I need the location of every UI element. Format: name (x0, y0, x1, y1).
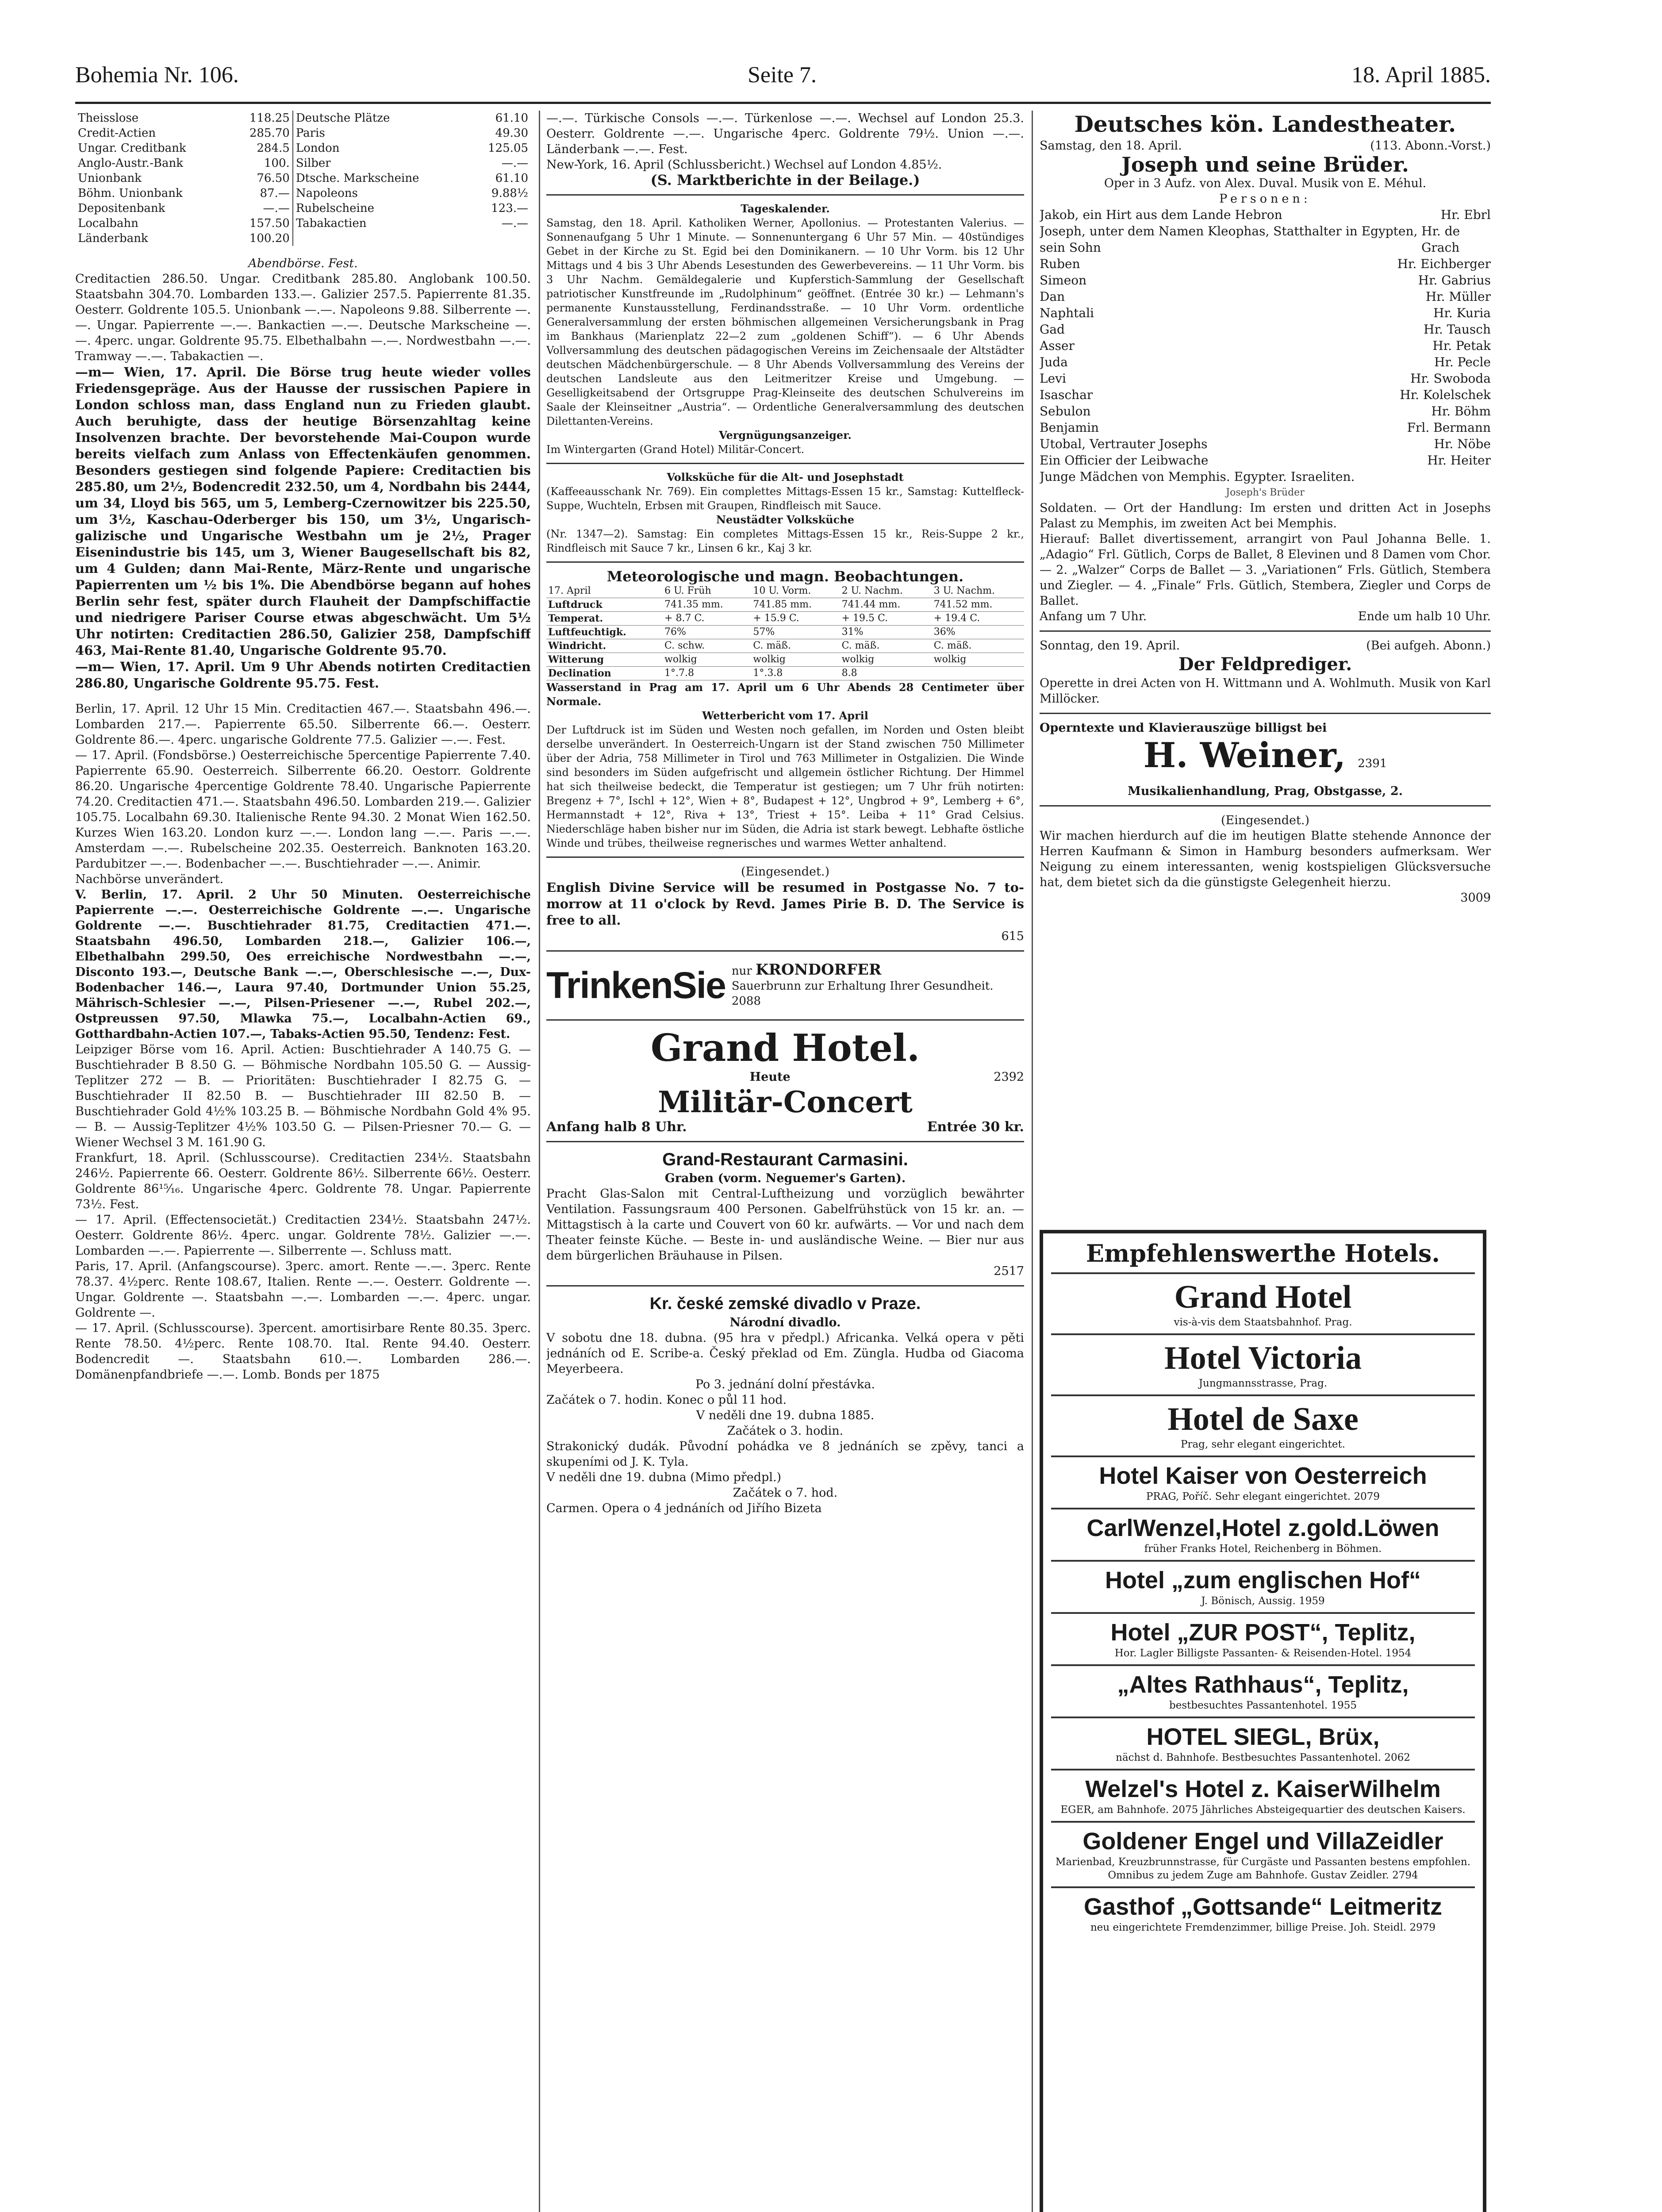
paris-report: Paris, 17. April. (Anfangscourse). 3perc. amort. Rente —.—. 3perc. Rente 78.37. 4½perc. Rente 108.67, Italien. Rente —.—. Oesterr. Goldrente —. Ungar. Goldrente —. Staatsbahn —.—. Lombarden —.—. 4perc. ungar. Goldrente —. (75, 1260, 531, 1320)
theatre-abonnement: (113. Abonn.-Vorst.) (1370, 139, 1491, 153)
stock-name: Paris (296, 127, 325, 140)
newspaper-page (75, 53, 1491, 2212)
hotel-subtitle: bestbesuchtes Passantenhotel. 1955 (1169, 1700, 1357, 1711)
header-issue: Bohemia Nr. 106. (75, 62, 239, 88)
stock-value: —.— (501, 157, 528, 170)
weiner-ad (1040, 736, 1491, 783)
sunday-date: Sonntag, den 19. April. (1040, 639, 1180, 653)
weather-cell: + 8.7 C. (663, 612, 751, 626)
cast-actor: Hr. Ebrl (1440, 207, 1491, 222)
weather-row (546, 598, 1024, 612)
frankfurt-report: Frankfurt, 18. April. (Schlusscourse). Creditactien 234½. Staatsbahn 246½. Papierrente 66. Oesterr. Goldrente 86½. Silberrente 66½. Oesterr. Goldrente 86¹⁵⁄₁₆. Ungarische 4perc. Goldrente 78. Ungar. Papierrente 73½. Fest. (75, 1151, 531, 1211)
stock-name: Dtsche. Markscheine (296, 172, 419, 185)
hotel-directory (1040, 1230, 1486, 2212)
theatre-date: Samstag, den 18. April. (1040, 139, 1182, 153)
stock-row (75, 141, 531, 156)
cast-role: Benjamin (1040, 420, 1099, 435)
cast-actor: Hr. Heiter (1427, 453, 1491, 468)
cast-role: Sebulon (1040, 404, 1091, 419)
exchange-continued: —.—. Türkische Consols —.—. Türkenlose —.—. Wechsel auf London 25.3. Oesterr. Goldrente —.—. Ungarische 4perc. Goldrente 79½. Union —.—. Länderbank —.—. Fest. (546, 111, 1024, 156)
carmasini-sub: Graben (vorm. Neguemer's Garten). (664, 1171, 906, 1185)
stock-value: 118.25 (230, 111, 293, 126)
theatre-start: Anfang um 7 Uhr. (1040, 610, 1147, 623)
cast-list (1040, 207, 1491, 485)
stock-name: Ungar. Creditbank (78, 142, 186, 155)
wetterbericht-title: Wetterbericht vom 17. April (702, 709, 868, 722)
weather-cell: 741.52 mm. (932, 598, 1024, 612)
cast-row (1040, 469, 1491, 485)
hotel-subtitle: J. Bönisch, Aussig. 1959 (1201, 1595, 1325, 1607)
hotel-name: Hotel „zum englischen Hof“ (1105, 1567, 1421, 1594)
krondorfer-brand: KRONDORFER (756, 961, 882, 979)
stock-name: Tabakactien (296, 217, 367, 230)
weather-cell: C. mäß. (932, 639, 1024, 653)
cast-role: Simeon (1040, 273, 1087, 288)
militaer-concert: Militär-Concert (658, 1085, 913, 1119)
meteo-title: Meteorologische und magn. Beobachtungen. (606, 568, 964, 585)
english-service-notice: English Divine Service will be resumed in Postgasse No. 7 to-morrow at 11 o'clock by Revd. James Pirie B. D. The Service is free to all. (546, 880, 1024, 928)
czech-program-7: V neděli dne 19. dubna (Mimo předpl.) (546, 1471, 782, 1484)
hotel-subtitle: Prag, sehr elegant eingerichtet. (1180, 1439, 1345, 1450)
cast-row (1040, 207, 1491, 223)
column-finance (75, 111, 531, 2212)
cast-row (1040, 256, 1491, 272)
czech-program-9: Carmen. Opera o 4 jednáních od Jiřího Bizeta (546, 1502, 822, 1515)
weiner-top: Operntexte und Klavierauszüge billigst bei (1040, 721, 1327, 735)
theatre-date-line (1040, 138, 1491, 154)
stock-row (75, 231, 531, 246)
cast-actor: Hr. Eichberger (1397, 257, 1491, 271)
wien-report-1: —m— Wien, 17. April. Die Börse trug heute wieder volles Friedensgepräge. Aus der Hausse der russischen Papiere in London schloss man, dass England nun zu Frieden glaubt. Auch beruhigte, dass der heutige Börsenzahltag keine Insolvenzen brachte. Der bevorstehende Mai-Coupon wurde bereits vielfach zum Anlass von Effectenkäufen genommen. Besonders gestiegen sind folgende Papiere: Creditactien bis 285.80, um 2½, Bodencredit 232.50, um 4, Nordbahn bis 2444, um 34, Lloyd bis 565, um 5, Lemberg-Czernowitzer bis 225.50, um 3½, Kaschau-Oderberger bis 150, um 3½, Ungarisch-galizische und Ungarische Westbahn um je 2½, Prager Eisenindustrie bis 145, um 3, Wiener Baugesellschaft bis 82, um 4 Gulden; dann Mai-Rente, März-Rente und ungarische Papierrenten um ½ bis 1%. Die Abendbörse begann auf hohes Berlin sehr fest, später durch Flauheit der Dampfschiffactie und niedrigere Pariser Course etwas abgeschwächt. Um 5½ Uhr notirten: Creditactien 286.50, Galizier 258, Dampfschiff 463, Mai-Rente 81.40, Ungarische Goldrente 95.70. (75, 365, 531, 658)
play-title: Joseph und seine Brüder. (1121, 153, 1409, 177)
column-divider (1032, 111, 1033, 2212)
krondorfer-details (732, 962, 1024, 1009)
weather-table (546, 584, 1024, 680)
cast-role: Gad (1040, 322, 1065, 337)
krondorfer-ad (546, 958, 1024, 1013)
concert-times (546, 1119, 1024, 1135)
cast-row (1040, 419, 1491, 436)
weather-cell: Windricht. (546, 639, 663, 653)
weather-cell: wolkig (840, 653, 932, 667)
stock-name: Napoleons (296, 187, 358, 200)
stock-name: Deutsche Plätze (296, 111, 390, 125)
theatre-title: Deutsches kön. Landestheater. (1074, 111, 1456, 137)
hotel-name: Hotel „ZUR POST“, Teplitz, (1110, 1619, 1416, 1646)
czech-program-3: Začátek o 7. hodin. Konec o půl 11 hod. (546, 1393, 787, 1407)
weather-cell: + 15.9 C. (751, 612, 840, 626)
hotel-name: Welzel's Hotel z. KaiserWilhelm (1085, 1776, 1441, 1802)
volkskueche-2-title: Neustädter Volksküche (716, 513, 855, 526)
weather-cell: 31% (840, 626, 932, 639)
weather-header-cell: 2 U. Nachm. (840, 584, 932, 598)
czech-program-1: V sobotu dne 18. dubna. (95 hra v předpl.) Africanka. Velká opera v pěti jednáních od E. Scribe-a. Český překlad od Em. Züngla. Hudba od Giacoma Meyerbeera. (546, 1331, 1024, 1376)
english-service-number: 615 (1001, 929, 1024, 943)
weather-cell: + 19.4 C. (932, 612, 1024, 626)
stock-value: 49.30 (495, 127, 528, 140)
hotel-name: Hotel Kaiser von Oesterreich (1099, 1463, 1427, 1489)
ballet-text: Hierauf: Ballet divertissement, arrangirt von Paul Johanna Belle. 1. „Adagio“ Frl. Gütlich, Corps de Ballet, 8 Elevinen und 8 Damen vom Chor. — 2. „Walzer“ Corps de Ballet — 3. „Variationen“ Frls. Gütlich, Stembera und Ziegler. — 4. „Finale“ Frls. Gütlich, Stembera, Ziegler und Corps de Ballet. (1040, 532, 1491, 608)
cast-row (1040, 403, 1491, 419)
cast-actor: Hr. Böhm (1431, 404, 1491, 419)
cast-actor: Hr. Kolelschek (1400, 388, 1491, 402)
hotel-name: Grand Hotel (1174, 1279, 1352, 1315)
weiner-number: 2391 (1358, 757, 1387, 770)
stock-name: Depositenbank (78, 202, 165, 215)
cast-actor: Hr. Pecle (1434, 355, 1491, 369)
heute-label: Heute (749, 1070, 791, 1084)
weather-cell: 741.35 mm. (663, 598, 751, 612)
cast-actor: Hr. Gabrius (1418, 273, 1491, 288)
krondorfer-headline: TrinkenSie (546, 964, 725, 1006)
berlin-report-2: — 17. April. (Fondsbörse.) Oesterreichische 5percentige Papierrente 7.40. Papierrente 65.90. Oesterreich. Silberrente 66.20. Oestorr. Goldrente 86.20. Ungarische 4percentige Goldrente 78.40. Ungarische Papierrente 74.20. Creditactien 471.—. Staatsbahn 496.50. Lombarden 219.—. Galizier 105.75. Localbahn 69.30. Italienische Rente 94.30. 2 Monat Wien 162.50. Kurzes Wien 163.20. London kurz —.—. London lang —.—. Paris —.—. Amsterdam —.—. Rubelscheine 202.35. Oesterreich. Banknoten 163.20. Pardubitzer —.—. Bodenbacher —.—. Buschtiehrader —.—. Animir. (75, 749, 531, 871)
personen-label: Personen: (1219, 192, 1311, 206)
weather-cell: 741.85 mm. (751, 598, 840, 612)
stock-name: Länderbank (78, 232, 148, 245)
stock-value: 87.— (230, 186, 293, 201)
hotel-subtitle: neu eingerichtete Fremdenzimmer, billige Preise. Joh. Steidl. 2979 (1090, 1922, 1436, 1933)
cast-role: Joseph, unter dem Namen Kleophas, Statthalter in Egypten, sein Sohn (1040, 224, 1418, 255)
stock-value: 100. (230, 156, 293, 171)
cast-actor: Frl. Bermann (1407, 420, 1491, 435)
hotel-name: HOTEL SIEGL, Brüx, (1146, 1724, 1380, 1750)
weather-cell: 8.8 (840, 667, 932, 680)
eingesendet-text: Wir machen hierdurch auf die im heutigen Blatte stehende Annonce der Herren Kaufmann & Simon in Hamburg besonders aufmerksam. Wer Neigung zu einem interessanten, wenig kostspieligen Glücksversuche hat, dem bietet sich da die günstigste Gelegenheit hierzu. (1040, 829, 1491, 889)
cast-row (1040, 338, 1491, 354)
stock-value: 125.05 (488, 142, 528, 155)
abendboerse-text: Creditactien 286.50. Ungar. Creditbank 285.80. Anglobank 100.50. Staatsbahn 304.70. Lombarden 133.—. Galizier 257.5. Papierrente 81.35. Oesterr. Goldrente 105.5. Unionbank —.—. Napoleons 9.88. Silberrente —.—. Ungar. Papierrente —.—. Bankactien —.—. Deutsche Markscheine —.—. 4perc. ungar. Goldrente 95.75. Elbethalbahn —.—. Nordwestbahn —.—. Tramway —.—. Tabakactien —. (75, 272, 531, 363)
stock-value: 61.10 (495, 111, 528, 125)
tageskalender-title: Tageskalender. (741, 202, 830, 215)
frankfurt-report-2: — 17. April. (Effectensocietät.) Creditactien 234½. Staatsbahn 247½. Oesterr. Goldrente 86½. 4perc. ungar. Goldrente 78½. Galizier —.—. Lombarden —.—. Papierrente —. Silberrente —. Schluss matt. (75, 1213, 531, 1258)
marktbericht-note: (S. Marktberichte in der Beilage.) (650, 172, 920, 188)
weather-cell: C. mäß. (751, 639, 840, 653)
stock-name: Rubelscheine (296, 202, 374, 215)
feldprediger-sub: Operette in drei Acten von H. Wittmann und A. Wohlmuth. Musik von Karl Millöcker. (1040, 676, 1491, 706)
cast-role: Asser (1040, 338, 1075, 353)
concert-entree: Entrée 30 kr. (927, 1119, 1024, 1135)
weiner-sub: Musikalienhandlung, Prag, Obstgasse, 2. (1127, 784, 1403, 798)
weather-cell: 741.44 mm. (840, 598, 932, 612)
cast-role: Isaschar (1040, 388, 1093, 402)
volkskueche-2-text: (Nr. 1347—2). Samstag: Ein completes Mittags-Essen 15 kr., Reis-Suppe 2 kr., Rindfleisch mit Sauce 7 kr., Linsen 6 kr., Kaj 3 kr. (546, 528, 1024, 554)
column-divider (539, 111, 540, 2212)
stock-value: 123.— (491, 202, 528, 215)
krondorfer-sub: Sauerbrunn zur Erhaltung Ihrer Gesundheit. (731, 979, 994, 993)
vergnuegung-text: Im Wintergarten (Grand Hotel) Militär-Concert. (546, 443, 805, 456)
cast-role: Ruben (1040, 257, 1080, 271)
cast-row (1040, 272, 1491, 288)
berlin-nachboerse: Nachbörse unverändert. (75, 872, 224, 886)
weather-cell: + 19.5 C. (840, 612, 932, 626)
czech-theatre-sub: Národní divadlo. (729, 1316, 841, 1329)
stock-row (75, 126, 531, 141)
stock-name: Böhm. Unionbank (78, 187, 183, 200)
grand-hotel-ad-number: 2392 (994, 1070, 1024, 1084)
cast-role: Junge Mädchen von Memphis. Egypter. Israeliten. (1040, 469, 1355, 484)
stock-row (75, 171, 531, 186)
cast-row (1040, 223, 1491, 256)
cast-role: Ein Officier der Leibwache (1040, 453, 1209, 468)
theatre-end: Ende um halb 10 Uhr. (1358, 610, 1491, 623)
stock-table (75, 111, 531, 246)
czech-theatre-title: Kr. české zemské divadlo v Praze. (649, 1294, 921, 1313)
stock-row (75, 111, 531, 126)
header-page-number: Seite 7. (748, 62, 817, 88)
hotel-name: „Altes Rathhaus“, Teplitz, (1117, 1671, 1409, 1698)
carmasini-number: 2517 (994, 1264, 1024, 1278)
weather-row (546, 639, 1024, 653)
stock-value: —.— (230, 201, 293, 216)
wasserstand: Wasserstand in Prag am 17. April um 6 Uhr Abends 28 Centimeter über Normale. (546, 681, 1024, 708)
cast-actor: Hr. Petak (1432, 338, 1491, 353)
weather-cell: wolkig (751, 653, 840, 667)
cast-row (1040, 354, 1491, 370)
wien-report-2: —m— Wien, 17. April. Um 9 Uhr Abends notirten Creditactien 286.80, Ungarische Goldrente 95.75. Fest. (75, 659, 531, 691)
newyork-report: New-York, 16. April (Schlussbericht.) Wechsel auf London 4.85½. (546, 158, 942, 172)
weather-cell: C. schw. (663, 639, 751, 653)
stock-value: 285.70 (230, 126, 293, 141)
cast-row (1040, 305, 1491, 321)
cast-actor: Hr. Swoboda (1410, 371, 1491, 386)
stock-name: Silber (296, 157, 331, 170)
weather-cell: wolkig (932, 653, 1024, 667)
czech-program-5: Začátek o 3. hodin. (727, 1424, 844, 1438)
stock-name: Localbahn (78, 217, 138, 230)
weiner-name: H. Weiner, (1143, 735, 1346, 776)
weather-cell: C. mäß. (840, 639, 932, 653)
weather-cell: 36% (932, 626, 1024, 639)
cast-row (1040, 387, 1491, 403)
weather-cell: 1°.7.8 (663, 667, 751, 680)
hotel-entry (1051, 1335, 1475, 1396)
hotel-name: CarlWenzel,Hotel z.gold.Löwen (1086, 1515, 1439, 1541)
leipzig-report: Leipziger Börse vom 16. April. Actien: Buschtiehrader A 140.75 G. — Buschtiehrader B 8.50 G. — Böhmische Nordbahn 105.50 G. — Aussig-Teplitzer 272 — B. — Prioritäten: Buschtiehrader I 82.75 G. — Buschtiehrader II 82.50 B. — Buschtiehrader III 82.50 B. — Buschtiehrader Gold 4½% 103.25 B. — Böhmische Nordbahn Gold 4% 95.— B. — Aussig-Teplitzer 4½% 103.50 G. — Pilsen-Priesner 70.— G. — Wiener Wechsel 3 M. 161.90 G. (75, 1043, 531, 1149)
stock-name: London (296, 142, 340, 155)
stock-name: Anglo-Austr.-Bank (78, 157, 183, 170)
czech-program-4: V neděli dne 19. dubna 1885. (696, 1409, 875, 1422)
stock-value: 157.50 (230, 216, 293, 231)
hotel-entry (1051, 1614, 1475, 1666)
cast-brothers-label: Joseph's Brüder (1226, 487, 1305, 498)
header-date: 18. April 1885. (1351, 62, 1491, 88)
weather-cell: 1°.3.8 (751, 667, 840, 680)
weather-cell: Luftfeuchtigk. (546, 626, 663, 639)
weather-cell: Declination (546, 667, 663, 680)
hotel-entry (1051, 1274, 1475, 1335)
cast-role: Jakob, ein Hirt aus dem Lande Hebron (1040, 207, 1282, 222)
berlin-report-3: V. Berlin, 17. April. 2 Uhr 50 Minuten. Oesterreichische Papierrente —.—. Oesterreichische Goldrente —.—. Ungarische Goldrente —.—. Buschtiehrader 81.75, Creditactien 471.—. Staatsbahn 496.50, Lombarden 218.—, Galizier 106.—, Elbethalbahn 299.50, Oes erreichische Nordwestbahn —.—, Disconto 193.—, Deutsche Bank —.—, Oberschlesische —.—, Dux-Bodenbacher 146.—, Laura 97.40, Dortmunder Union 55.25, Mährisch-Schlesier —.—, Pilsen-Priesener —.—, Rubel 202.—, Ostpreussen 97.50, Mlawka 75.—, Localbahn-Actien 69., Gotthardbahn-Actien 107.—, Tabaks-Actien 95.50, Tendenz: Fest. (75, 888, 531, 1041)
stock-name: Unionbank (78, 172, 142, 185)
weather-row (546, 626, 1024, 639)
cast-row (1040, 370, 1491, 387)
header-rule (75, 102, 1491, 104)
weather-row (546, 612, 1024, 626)
stock-row (75, 216, 531, 231)
hotel-entry (1051, 1823, 1475, 1888)
cast-row (1040, 321, 1491, 338)
stock-value: 76.50 (230, 171, 293, 186)
stock-value: 61.10 (495, 172, 528, 185)
hotel-subtitle: früher Franks Hotel, Reichenberg in Böhmen. (1144, 1543, 1382, 1555)
cast-row (1040, 452, 1491, 469)
weather-header-cell: 17. April (546, 584, 663, 598)
cast-role: Utobal, Vertrauter Josephs (1040, 437, 1208, 451)
hotel-entry (1051, 1396, 1475, 1457)
concert-start: Anfang halb 8 Uhr. (546, 1119, 687, 1135)
stock-value: 100.20 (230, 231, 293, 246)
cast-role: Levi (1040, 371, 1066, 386)
krondorfer-nur: nur (731, 964, 752, 978)
cast-role: Dan (1040, 289, 1065, 304)
stock-value: —.— (501, 217, 528, 230)
hotel-subtitle: Marienbad, Kreuzbrunnstrasse, für Curgäste und Passanten bestens empfohlen. Omnibus zu jedem Zuge am Bahnhofe. Gustav Zeidler. 2794 (1056, 1856, 1470, 1881)
cast-actor: Hr. Kuria (1433, 306, 1491, 320)
weather-row (546, 667, 1024, 680)
cast-actor: Hr. de Grach (1421, 224, 1460, 255)
hotel-entry (1051, 1457, 1475, 1509)
eingesendet-number: 3009 (1460, 891, 1491, 905)
weather-header-cell: 6 U. Früh (663, 584, 751, 598)
czech-program-6: Strakonický dudák. Původní pohádka ve 8 jednáních se zpěvy, tanci a skupeními od J. K. Tyla. (546, 1440, 1024, 1469)
tageskalender-text: Samstag, den 18. April. Katholiken Werner, Apollonius. — Protestanten Valerius. — Sonnenaufgang 5 Uhr 1 Minute. — Sonnenuntergang 6 Uhr 57 Min. — 40stündiges Gebet in der Kirche zu St. Egid bei den Dominikanern. — 10 Uhr Vorm. bis 12 Uhr Mittags und 4 bis 3 Uhr Abends Lesestunden des Gewerbevereins. — 11 Uhr Vorm. bis 3 Uhr Nachm. Gemäldegalerie und Kupferstich-Sammlung der Gesellschaft patriotischer Kunstfreunde im „Rudolphinum“ geöffnet. (Entrée 30 kr.) — Lehmann's permanente Kunstausstellung, Ferdinandsstraße. — 10 Uhr Vorm. ordentliche Generalversammlung der ersten böhmischen allgemeinen Versicherungsbank in Prag im Bankhaus (Marienplatz 22—2 zum „goldenen Schiff“). — 6 Uhr Abends Vollversammlung des deutschen pädagogischen Vereins im Zeichensaale der Altstädter deutschen Mädchenbürgerschule. — 8 Uhr Abends Vollversammlung des Vereins der deutschen Landsleute aus den Leitmeritzer Kreise und Umgebung. — Geselligkeitsabend der Ortsgruppe Prag-Kleinseite des deutschen Schulvereins im Saale der Kleinseitner „Austria“. — Ordentliche Generalversammlung des deutschen Dilettanten-Vereins. (546, 217, 1024, 427)
hotel-entry (1051, 1770, 1475, 1823)
column-theatre (1040, 111, 1491, 2212)
hotel-name: Hotel Victoria (1164, 1340, 1362, 1376)
stock-row (75, 156, 531, 171)
sunday-abonnement: (Bei aufgeh. Abonn.) (1366, 639, 1491, 653)
czech-program-2: Po 3. jednání dolní přestávka. (695, 1378, 875, 1391)
cast-note: Soldaten. — Ort der Handlung: Im ersten und dritten Act in Josephs Palast zu Memphis, im zweiten Act bei Memphis. (1040, 501, 1491, 530)
weather-cell: 76% (663, 626, 751, 639)
stock-name (293, 231, 469, 246)
weather-cell (932, 667, 1024, 680)
cast-actor: Hr. Tausch (1424, 322, 1491, 337)
cast-actor: Hr. Nöbe (1434, 437, 1491, 451)
hotel-subtitle: vis-à-vis dem Staatsbahnhof. Prag. (1174, 1317, 1352, 1328)
hotel-name: Hotel de Saxe (1167, 1401, 1359, 1437)
grand-hotel-heute (546, 1069, 1024, 1085)
cast-role: Naphtali (1040, 306, 1094, 320)
stock-value: 9.88½ (491, 187, 528, 200)
cast-actor: Hr. Müller (1425, 289, 1491, 304)
weather-header-cell: 10 U. Vorm. (751, 584, 840, 598)
weather-cell: wolkig (663, 653, 751, 667)
cast-row (1040, 288, 1491, 305)
feldprediger-title: Der Feldprediger. (1178, 654, 1352, 675)
hotel-subtitle: PRAG, Poříč. Sehr elegant eingerichtet. 2079 (1146, 1491, 1380, 1502)
volkskueche-1-title: Volksküche für die Alt- und Josephstadt (667, 471, 904, 484)
stock-name: Theisslose (78, 111, 139, 125)
vergnuegung-title: Vergnügungsanzeiger. (719, 429, 852, 442)
stock-row (75, 186, 531, 201)
hotel-name: Goldener Engel und VillaZeidler (1082, 1828, 1443, 1855)
hotel-entry (1051, 1888, 1475, 1939)
column-notices (546, 111, 1024, 2212)
play-subtitle: Oper in 3 Aufz. von Alex. Duval. Musik von E. Méhul. (1104, 177, 1427, 190)
abendboerse-title: Abendbörse. Fest. (248, 257, 358, 270)
hotel-entry (1051, 1562, 1475, 1614)
hotel-subtitle: EGER, am Bahnhofe. 2075 Jährliches Absteigequartier des deutschen Kaisers. (1060, 1804, 1466, 1816)
weather-header-cell: 3 U. Nachm. (932, 584, 1024, 598)
hotels-title: Empfehlenswerthe Hotels. (1051, 1239, 1475, 1274)
theatre-times (1040, 609, 1491, 624)
berlin-report-1: Berlin, 17. April. 12 Uhr 15 Min. Creditactien 467.—. Staatsbahn 496.—. Lombarden 217.—. Papierrente 65.50. Silberrente 66.—. Oesterr. Goldrente 86.—. 4perc. ungarische Goldrente 77.5. Galizier —.—. Fest. (75, 702, 531, 747)
weather-cell: Witterung (546, 653, 663, 667)
carmasini-text: Pracht Glas-Salon mit Central-Luftheizung und vorzüglich bewährter Ventilation. Fassungsraum 400 Personen. Gabelfrühstück von 15 kr. an. — Mittagstisch à la carte und Couvert von 60 kr. aufwärts. — Vor und nach dem Theater feinste Küche. — Beste in- und ausländische Weine. — Bier nur aus dem bürgerlichen Bräuhause in Pilsen. (546, 1187, 1024, 1263)
hotel-subtitle: Hor. Lagler Billigste Passanten- & Reisenden-Hotel. 1954 (1114, 1647, 1412, 1659)
krondorfer-number: 2088 (731, 995, 761, 1008)
eingesendet-label-2: (Eingesendet.) (1221, 814, 1309, 827)
hotel-entry (1051, 1509, 1475, 1562)
stock-name: Credit-Actien (78, 127, 156, 140)
weather-row (546, 653, 1024, 667)
cast-row (1040, 436, 1491, 452)
stock-value (469, 231, 531, 246)
paris-report-2: — 17. April. (Schlusscourse). 3percent. amortisirbare Rente 80.35. 3perc. Rente 78.50. 4½perc. Rente 108.70. Ital. Rente 94.40. Oesterr. Bodencredit —. Staatsbahn 610.—. Lombarden 286.—. Domänenpfandbriefe —.—. Lomb. Bonds per 1875 (75, 1321, 531, 1382)
eingesendet-label: (Eingesendet.) (741, 865, 829, 879)
cast-role: Juda (1040, 355, 1068, 369)
grand-hotel-ad-title: Grand Hotel. (650, 1026, 920, 1070)
hotel-entry (1051, 1718, 1475, 1770)
sunday-line (1040, 638, 1491, 653)
carmasini-title: Grand-Restaurant Carmasini. (662, 1150, 908, 1169)
hotel-subtitle: Jungmannsstrasse, Prag. (1198, 1378, 1328, 1389)
weather-cell: Temperat. (546, 612, 663, 626)
volkskueche-1-text: (Kaffeeausschank Nr. 769). Ein complettes Mittags-Essen 15 kr., Samstag: Kuttelfleck-Suppe, Wuchteln, Erbsen mit Graupen, Rindfleisch mit Sauce. (546, 485, 1024, 512)
hotel-name: Gasthof „Gottsande“ Leitmeritz (1083, 1893, 1443, 1920)
czech-program-8: Začátek o 7. hod. (733, 1486, 838, 1500)
wetterbericht-text: Der Luftdruck ist im Süden und Westen noch gefallen, im Norden und Osten bleibt derselbe unverändert. In Oesterreich-Ungarn ist der Stand zwischen 750 Millimeter über der Adria, 758 Millimeter in Tirol und 763 Millimeter in Ostgalizien. Die Winde sind besonders im Süden aufgefrischt und allgemein östlicher Richtung. Der Himmel hat sich theilweise bedeckt, die Temperatur ist gestiegen; um 7 Uhr früh notirten: Bregenz + 7°, Ischl + 12°, Wien + 8°, Budapest + 12°, Ungbrod + 9°, Lemberg + 6°, Hermannstadt + 12°, Riva + 13°, Triest + 15°. Leiba + 11° Grad Celsius. Niederschläge haben bisher nur im Süden, die Adria ist stark bewegt. Lebhafte östliche Winde und trübes, theilweise regnerisches und warmes Wetter anhaltend. (546, 724, 1024, 849)
stock-row (75, 201, 531, 216)
stock-value: 284.5 (230, 141, 293, 156)
weather-cell: Luftdruck (546, 598, 663, 612)
hotel-entry (1051, 1666, 1475, 1718)
hotel-subtitle: nächst d. Bahnhofe. Bestbesuchtes Passantenhotel. 2062 (1116, 1752, 1410, 1763)
weather-cell: 57% (751, 626, 840, 639)
